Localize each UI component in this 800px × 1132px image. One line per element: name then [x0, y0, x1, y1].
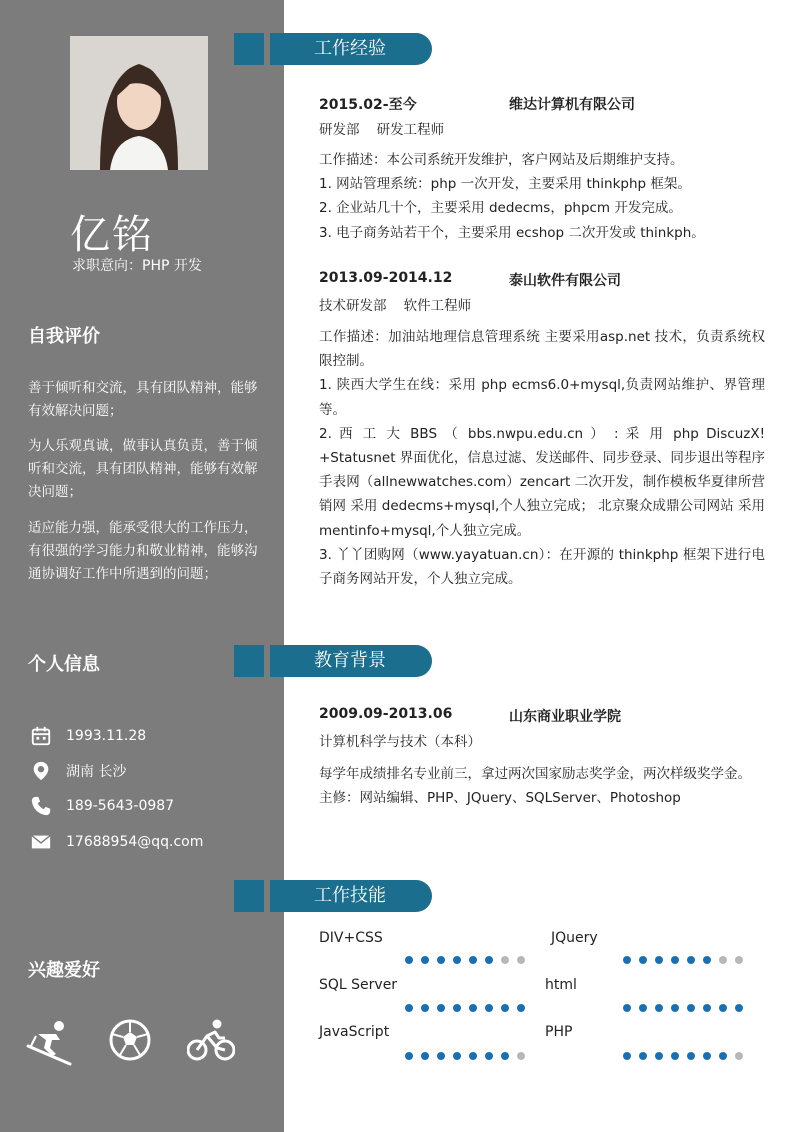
hobbies-title: 兴趣爱好	[28, 960, 100, 981]
rating-dot-filled	[671, 956, 679, 964]
profile-photo	[70, 36, 208, 170]
skill-name: JQuery	[551, 930, 598, 946]
rating-dot-filled	[671, 1052, 679, 1060]
rating-dot-filled	[421, 1004, 429, 1012]
rating-dot-filled	[687, 956, 695, 964]
self-eval-para-1: 善于倾听和交流，具有团队精神，能够有效解决问题；	[28, 380, 258, 419]
phone-row	[30, 794, 174, 818]
rating-dot-filled	[405, 956, 413, 964]
self-eval-title: 自我评价	[28, 326, 100, 347]
rating-dot-filled	[453, 1004, 461, 1012]
cycling-icon	[187, 1018, 235, 1062]
email-row	[30, 830, 203, 854]
job-2-line: 3. 丫丫团购网（www.yayatuan.cn）：在开源的 thinkphp 框架下进行电子商务网站开发，个人独立完成。	[319, 546, 765, 588]
rating-dot-filled	[453, 1052, 461, 1060]
rating-dot-filled	[405, 1004, 413, 1012]
skiing-icon	[26, 1018, 72, 1066]
rating-dot-filled	[437, 956, 445, 964]
rating-dot-filled	[719, 1052, 727, 1060]
rating-dot-filled	[623, 1004, 631, 1012]
job-1-line: 2. 企业站几十个，主要采用 dedecms，phpcm 开发完成。	[319, 200, 682, 217]
rating-dot-filled	[719, 1004, 727, 1012]
education-section-title: 教育背景	[270, 645, 432, 677]
education-line: 主修：网站编辑、PHP、JQuery、SQLServer、Photoshop	[319, 790, 681, 807]
location-pin-icon	[30, 760, 52, 782]
skill-rating	[623, 956, 751, 964]
birthday-row	[30, 724, 146, 748]
rating-dot-filled	[655, 1004, 663, 1012]
rating-dot-filled	[501, 1004, 509, 1012]
rating-dot-filled	[421, 1052, 429, 1060]
rating-dot-filled	[469, 956, 477, 964]
rating-dot-empty	[501, 956, 509, 964]
rating-dot-filled	[703, 956, 711, 964]
rating-dot-filled	[687, 1004, 695, 1012]
job-2-line: 1. 陕西大学生在线：采用 php ecms6.0+mysql,负责网站维护、界管理等。	[319, 377, 765, 418]
job-2-company: 泰山软件有限公司	[509, 273, 621, 289]
skill-name: PHP	[545, 1024, 573, 1040]
rating-dot-filled	[655, 1052, 663, 1060]
skill-rating	[623, 1052, 751, 1060]
rating-dot-filled	[703, 1052, 711, 1060]
rating-dot-filled	[437, 1052, 445, 1060]
rating-dot-filled	[703, 1004, 711, 1012]
job-2-line: 工作描述：加油站地理信息管理系统 主要采用asp.net 技术，负责系统权限控制。	[319, 329, 765, 370]
rating-dot-filled	[639, 956, 647, 964]
job-1-company: 维达计算机有限公司	[509, 97, 635, 113]
email-icon	[30, 831, 52, 853]
rating-dot-empty	[517, 1052, 525, 1060]
rating-dot-filled	[501, 1052, 509, 1060]
personal-info-title: 个人信息	[28, 654, 100, 675]
location-row	[30, 759, 126, 783]
work-section-title: 工作经验	[270, 33, 432, 65]
rating-dot-filled	[655, 956, 663, 964]
skill-rating	[405, 1052, 533, 1060]
self-eval-para-3: 适应能力强，能承受很大的工作压力，有很强的学习能力和敬业精神，能够沟通协调好工作中所遇到的问题；	[28, 520, 258, 582]
job-1-line: 3. 电子商务站若干个，主要采用 ecshop 二次开发或 thinkph。	[319, 224, 705, 241]
calendar-icon	[30, 725, 52, 747]
education-major: 计算机科学与技术（本科）	[319, 734, 481, 750]
rating-dot-filled	[485, 1052, 493, 1060]
skill-rating	[405, 1004, 533, 1012]
sidebar	[0, 0, 284, 1132]
phone-text: 189-5643-0987	[66, 798, 175, 814]
skill-name: JavaScript	[319, 1024, 390, 1040]
skills-section-title: 工作技能	[270, 880, 432, 912]
rating-dot-empty	[735, 956, 743, 964]
rating-dot-filled	[485, 956, 493, 964]
job-1-description	[319, 148, 765, 245]
rating-dot-filled	[639, 1052, 647, 1060]
job-2-role: 技术研发部 软件工程师	[319, 298, 472, 314]
rating-dot-filled	[623, 1052, 631, 1060]
skill-name: SQL Server	[319, 977, 398, 993]
job-1-line: 1. 网站管理系统：php 一次开发，主要采用 thinkphp 框架。	[319, 176, 691, 193]
rating-dot-filled	[437, 1004, 445, 1012]
job-1-line: 工作描述：本公司系统开发维护，客户网站及后期维护支持。	[319, 152, 684, 168]
job-2-line: 2. 西 工 大 BBS （ bbs.nwpu.edu.cn ） : 采 用 php DiscuzX! +Statusnet 界面优化，信息过滤、发送邮件、同步登录、同步退出等程序手表网（allnewwatches.com）zencart 二次开发，制作模板华夏律所营销网 采用 dedecms+mysql,个人独立完成； 北京聚众成鼎公司网站 采用 mentinfo+mysql,个人独立完成。	[319, 425, 765, 539]
rating-dot-filled	[485, 1004, 493, 1012]
skill-name: html	[545, 977, 577, 993]
phone-icon	[30, 795, 52, 817]
rating-dot-empty	[719, 956, 727, 964]
rating-dot-filled	[623, 956, 631, 964]
skill-rating	[623, 1004, 751, 1012]
skill-rating	[405, 956, 533, 964]
rating-dot-filled	[671, 1004, 679, 1012]
rating-dot-empty	[517, 956, 525, 964]
rating-dot-filled	[453, 956, 461, 964]
education-date: 2009.09-2013.06	[319, 706, 453, 722]
rating-dot-empty	[735, 1052, 743, 1060]
education-school: 山东商业职业学院	[509, 709, 621, 725]
skill-name: DIV+CSS	[319, 930, 383, 946]
location-text: 湖南 长沙	[66, 764, 127, 780]
job-1-role: 研发部 研发工程师	[319, 122, 445, 138]
rating-dot-filled	[517, 1004, 525, 1012]
email-text: 17688954@qq.com	[66, 834, 204, 850]
rating-dot-filled	[405, 1052, 413, 1060]
birthday-text: 1993.11.28	[66, 728, 147, 744]
rating-dot-filled	[639, 1004, 647, 1012]
rating-dot-filled	[687, 1052, 695, 1060]
education-details	[319, 762, 765, 810]
education-line: 每学年成绩排名专业前三，拿过两次国家励志奖学金，两次样级奖学金。	[319, 766, 751, 782]
rating-dot-filled	[421, 956, 429, 964]
job-2-date: 2013.09-2014.12	[319, 270, 453, 286]
rating-dot-filled	[469, 1004, 477, 1012]
job-1-date: 2015.02-至今	[319, 97, 417, 113]
candidate-name: 亿铭	[70, 212, 154, 258]
job-intent: 求职意向：PHP 开发	[72, 258, 202, 274]
job-2-description	[319, 325, 765, 591]
rating-dot-filled	[469, 1052, 477, 1060]
self-eval-para-2: 为人乐观真诚，做事认真负责，善于倾听和交流，具有团队精神，能够有效解决问题；	[28, 438, 258, 500]
soccer-ball-icon	[108, 1018, 152, 1062]
rating-dot-filled	[735, 1004, 743, 1012]
